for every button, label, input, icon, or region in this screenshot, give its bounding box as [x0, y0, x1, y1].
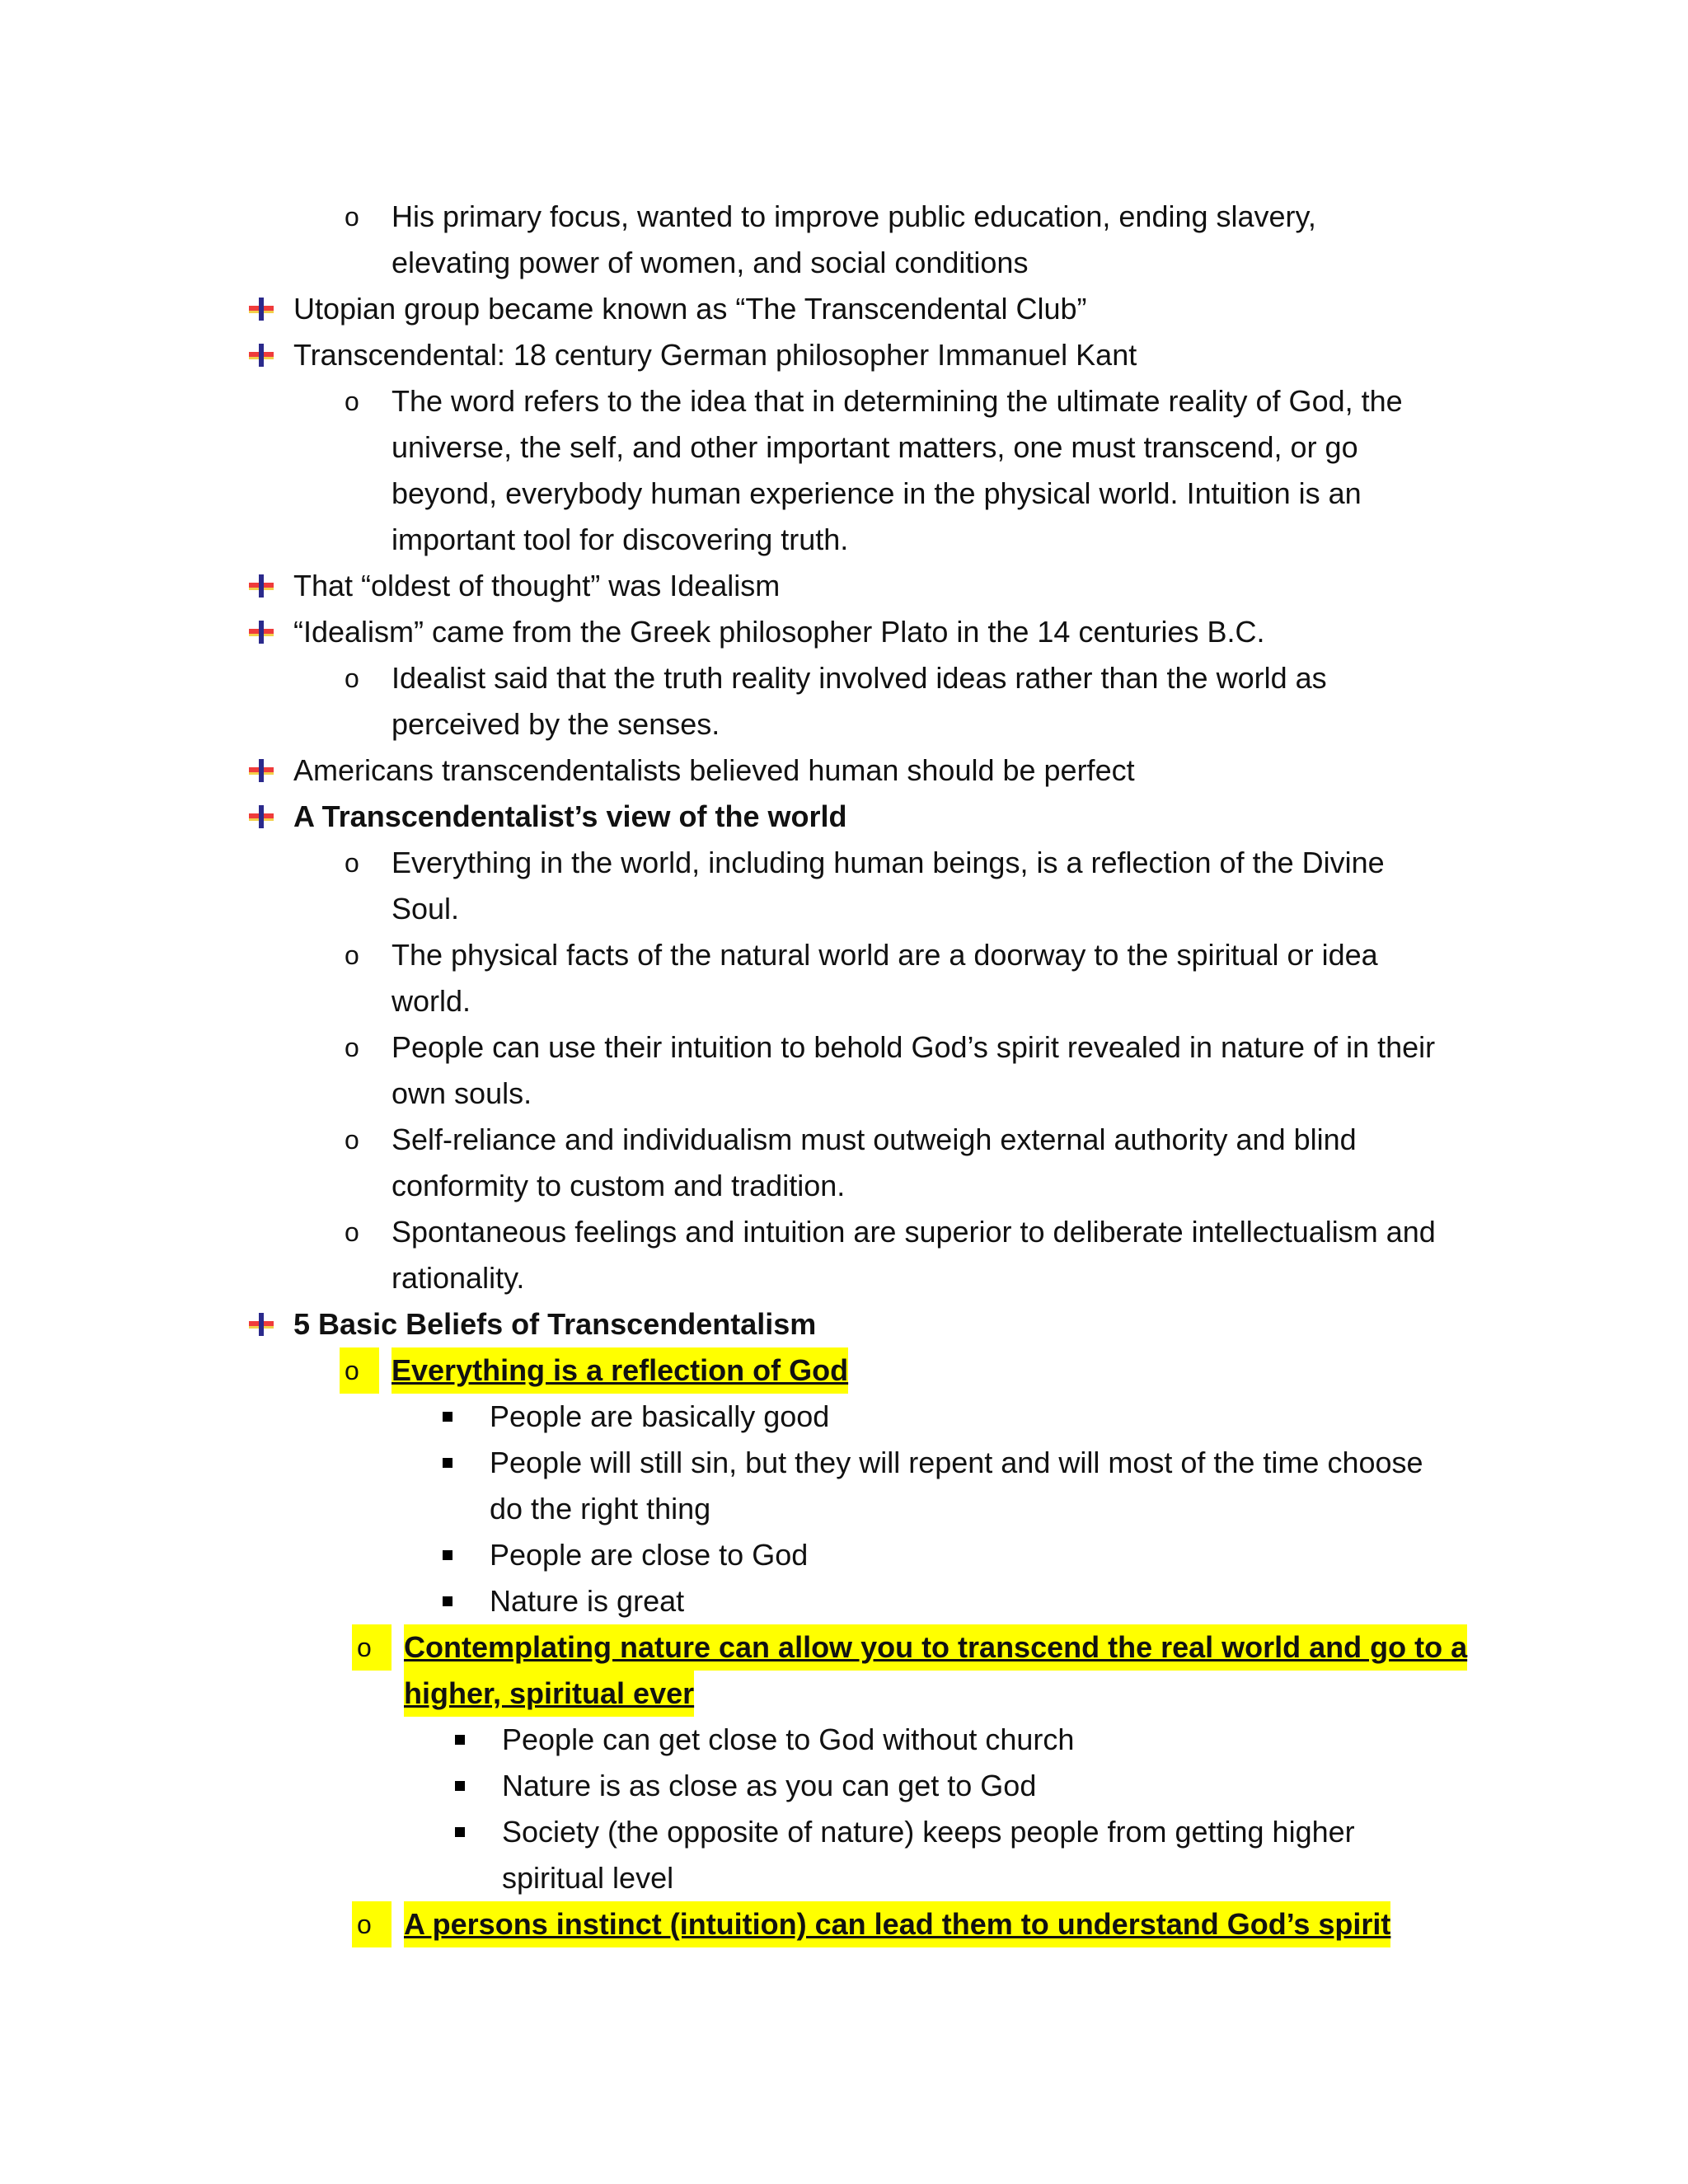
circle-bullet-icon: o	[345, 202, 359, 232]
square-bullet-icon	[443, 1458, 452, 1468]
list-item-text: own souls.	[392, 1076, 532, 1110]
list-item-text: do the right thing	[490, 1492, 711, 1526]
cross-bullet-icon	[247, 748, 275, 794]
list-item-text: elevating power of women, and social conditions	[392, 246, 1029, 279]
list-item-text: spiritual level	[502, 1861, 674, 1895]
cross-bullet-icon	[247, 794, 275, 840]
list-item-text: Nature is as close as you can get to God	[502, 1769, 1037, 1802]
square-bullet-icon	[443, 1596, 452, 1606]
circle-bullet-icon: o	[345, 1125, 359, 1155]
square-bullet-icon	[455, 1735, 465, 1745]
cross-bullet-icon	[247, 609, 275, 655]
list-item-text: world.	[392, 984, 471, 1018]
circle-bullet-icon: o	[352, 1624, 392, 1671]
list-item-text: Nature is great	[490, 1584, 685, 1618]
circle-bullet-icon: o	[345, 387, 359, 416]
list-item-text: The word refers to the idea that in determining the ultimate reality of God, the	[392, 384, 1403, 418]
list-item-text: People are basically good	[490, 1399, 830, 1433]
list-item-text: important tool for discovering truth.	[392, 523, 849, 556]
list-item-text: Contemplating nature can allow you to transcend the real world and go to a	[404, 1624, 1467, 1671]
list-item-text: Spontaneous feelings and intuition are superior to deliberate intellectualism and	[392, 1215, 1436, 1249]
list-item-text: Society (the opposite of nature) keeps people from getting higher	[502, 1815, 1355, 1849]
list-item-text: Transcendental: 18 century German philosopher Immanuel Kant	[293, 338, 1137, 372]
list-item-text: conformity to custom and tradition.	[392, 1169, 846, 1202]
list-item-text: Soul.	[392, 892, 460, 926]
list-item-text: Everything in the world, including human beings, is a reflection of the Divine	[392, 846, 1385, 879]
list-item-text: universe, the self, and other important matters, one must transcend, or go	[392, 430, 1358, 464]
list-item-text: That “oldest of thought” was Idealism	[293, 569, 781, 602]
cross-bullet-icon	[247, 332, 275, 378]
circle-bullet-icon: o	[340, 1347, 379, 1394]
circle-bullet-icon: o	[345, 663, 359, 693]
list-item-text: perceived by the senses.	[392, 707, 720, 741]
circle-bullet-icon: o	[345, 1033, 359, 1062]
circle-bullet-icon: o	[352, 1901, 392, 1947]
list-item-text: 5 Basic Beliefs of Transcendentalism	[293, 1307, 817, 1341]
cross-bullet-icon	[247, 1301, 275, 1347]
list-item-text: People will still sin, but they will repent and will most of the time choose	[490, 1446, 1423, 1479]
list-item-text: higher, spiritual ever	[404, 1671, 694, 1717]
list-item-text: “Idealism” came from the Greek philosopher Plato in the 14 centuries B.C.	[293, 615, 1265, 649]
list-item-text: The physical facts of the natural world are a doorway to the spiritual or idea	[392, 938, 1378, 972]
list-item-text: Idealist said that the truth reality involved ideas rather than the world as	[392, 661, 1327, 695]
list-item-text: A persons instinct (intuition) can lead them to understand God’s spirit	[404, 1901, 1390, 1947]
list-item-text: Self-reliance and individualism must outweigh external authority and blind	[392, 1122, 1357, 1156]
square-bullet-icon	[455, 1781, 465, 1791]
list-item-text: beyond, everybody human experience in the physical world. Intuition is an	[392, 476, 1362, 510]
circle-bullet-icon: o	[345, 940, 359, 970]
square-bullet-icon	[455, 1827, 465, 1837]
list-item-text: A Transcendentalist’s view of the world	[293, 799, 847, 833]
list-item-text: People are close to God	[490, 1538, 809, 1572]
list-item-text: His primary focus, wanted to improve public education, ending slavery,	[392, 199, 1316, 233]
list-item-text: Americans transcendentalists believed human should be perfect	[293, 753, 1135, 787]
circle-bullet-icon: o	[345, 1217, 359, 1247]
list-item-text: Everything is a reflection of God	[392, 1347, 848, 1394]
square-bullet-icon	[443, 1412, 452, 1422]
list-item-text: People can get close to God without church	[502, 1722, 1075, 1756]
cross-bullet-icon	[247, 286, 275, 332]
cross-bullet-icon	[247, 563, 275, 609]
circle-bullet-icon: o	[345, 848, 359, 878]
list-item-text: rationality.	[392, 1261, 525, 1295]
square-bullet-icon	[443, 1550, 452, 1560]
list-item-text: Utopian group became known as “The Transcendental Club”	[293, 292, 1087, 326]
list-item-text: People can use their intuition to behold God’s spirit revealed in nature of in their	[392, 1030, 1436, 1064]
